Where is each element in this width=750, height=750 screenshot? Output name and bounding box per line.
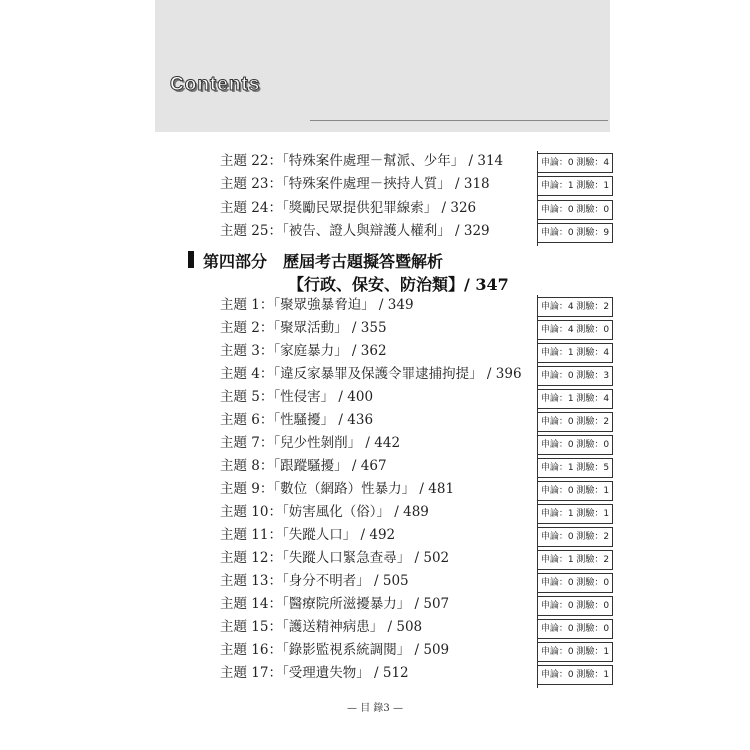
stat-box: 申論：1 測驗：5 xyxy=(537,458,613,478)
stat-box: 申論：0 測驗：2 xyxy=(537,527,613,547)
stat-box: 申論：0 測驗：4 xyxy=(537,153,613,173)
toc-entry: 主題 10：「妨害風化（俗）」 / 489 xyxy=(220,504,429,520)
toc-entry: 主題 11：「失蹤人口」 / 492 xyxy=(220,527,396,543)
toc-entry: 主題 4：「違反家暴罪及保護令罪逮捕拘提」 / 396 xyxy=(220,366,522,382)
toc-entry: 主題 3：「家庭暴力」 / 362 xyxy=(220,343,387,359)
toc-entry: 主題 25：「被告、證人與辯護人權利」 / 329 xyxy=(220,222,490,239)
toc-entry: 主題 23：「特殊案件處理－挾持人質」 / 318 xyxy=(220,176,490,193)
toc-entry: 主題 12：「失蹤人口緊急查尋」 / 502 xyxy=(220,550,450,566)
stat-box: 申論：4 測驗：2 xyxy=(537,297,613,317)
toc-entry: 主題 5：「性侵害」 / 400 xyxy=(220,389,374,405)
section-marker xyxy=(188,251,194,268)
stat-box: 申論：0 測驗：0 xyxy=(537,619,613,639)
stat-box: 申論：0 測驗：0 xyxy=(537,200,613,220)
section-title: 第四部分 歷屆考古題擬答暨解析 xyxy=(203,252,444,271)
stat-box: 申論：0 測驗：0 xyxy=(537,435,613,455)
stat-box: 申論：0 測驗：1 xyxy=(537,642,613,662)
toc-entry: 主題 9：「數位（網路）性暴力」 / 481 xyxy=(220,481,455,497)
stat-box: 申論：1 測驗：1 xyxy=(537,176,613,196)
toc-entry: 主題 2：「聚眾活動」 / 355 xyxy=(220,320,387,336)
stat-box: 申論：0 測驗：1 xyxy=(537,481,613,501)
toc-entry: 主題 24：「獎勵民眾提供犯罪線索」 / 326 xyxy=(220,199,477,216)
stat-box: 申論：1 測驗：4 xyxy=(537,343,613,363)
page-footer: — 目 錄3 — xyxy=(347,703,403,714)
section-subtitle: 【行政、保安、防治類】/ 347 xyxy=(288,275,509,294)
stat-box: 申論：4 測驗：0 xyxy=(537,320,613,340)
stat-box: 申論：0 測驗：2 xyxy=(537,412,613,432)
toc-entry: 主題 15：「護送精神病患」 / 508 xyxy=(220,619,423,635)
toc-entry: 主題 14：「醫療院所滋擾暴力」 / 507 xyxy=(220,596,450,612)
stat-box: 申論：1 測驗：4 xyxy=(537,389,613,409)
toc-entry: 主題 16：「錄影監視系統調閱」 / 509 xyxy=(220,642,450,658)
stats-column-rule xyxy=(537,295,538,688)
header-divider xyxy=(310,120,608,121)
stat-box: 申論：0 測驗：0 xyxy=(537,573,613,593)
stat-box: 申論：0 測驗：9 xyxy=(537,223,613,243)
toc-entry: 主題 1：「聚眾強暴脅迫」 / 349 xyxy=(220,297,414,313)
toc-entry: 主題 22：「特殊案件處理－幫派、少年」 / 314 xyxy=(220,153,504,169)
stat-box: 申論：0 測驗：1 xyxy=(537,665,613,685)
toc-entry: 主題 7：「兒少性剝削」 / 442 xyxy=(220,435,401,451)
header-banner xyxy=(155,0,610,132)
stat-box: 申論：0 測驗：3 xyxy=(537,366,613,386)
toc-entry: 主題 13：「身分不明者」 / 505 xyxy=(220,573,409,589)
stats-column-rule xyxy=(537,151,538,246)
contents-heading: Contents xyxy=(170,74,261,95)
toc-entry: 主題 17：「受理遺失物」 / 512 xyxy=(220,665,409,681)
stat-box: 申論：0 測驗：0 xyxy=(537,596,613,616)
stat-box: 申論：1 測驗：2 xyxy=(537,550,613,570)
toc-entry: 主題 8：「跟蹤騷擾」 / 467 xyxy=(220,458,387,474)
toc-entry: 主題 6：「性騷擾」 / 436 xyxy=(220,412,374,428)
stat-box: 申論：1 測驗：1 xyxy=(537,504,613,524)
